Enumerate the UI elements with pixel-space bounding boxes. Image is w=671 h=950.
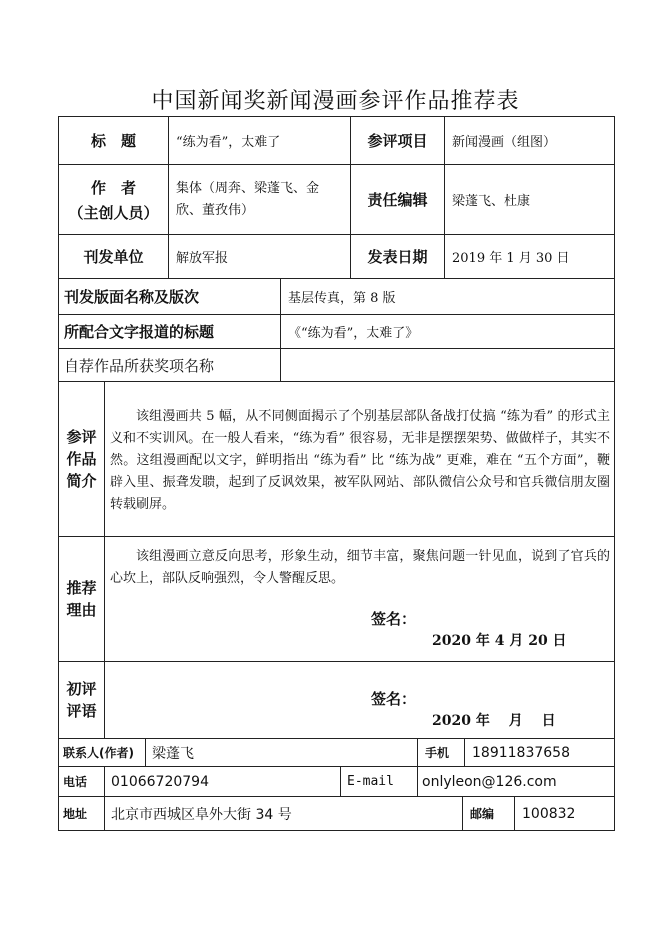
article-label: 所配合文字报道的标题 [64,323,215,341]
prelim-label-cell [59,662,104,738]
title-value: “练为看”，太难了 [176,135,281,150]
editor-value: 梁蓬飞、杜康 [452,194,531,209]
award-label: 自荐作品所获奖项名称 [64,356,215,375]
pubdate-label: 发表日期 [367,248,428,266]
prelim-label-line: 评语 [66,702,97,720]
phone-value: 01066720794 [111,773,209,790]
title-label: 标 题 [90,132,136,150]
mobile-label: 手机 [425,746,450,760]
publisher-value: 解放军报 [176,251,229,266]
recommend-label-line: 推荐 [66,579,97,597]
email-label-cell [347,767,417,796]
recommend-label-cell [59,537,104,661]
author-value: 集体（周奔、梁蓬飞、金欣、董孜伟） [176,180,320,218]
recommend-label-line: 理由 [66,601,97,619]
address-label: 地址 [63,807,88,821]
address-value-cell [111,797,460,830]
author-label-sub: （主创人员） [68,203,159,222]
category-label: 参评项目 [367,132,428,150]
prelim-date: 2020 年 月 日 [432,713,556,729]
editor-label: 责任编辑 [367,191,428,209]
recommend-date: 2020 年 4 月 20 日 [432,633,567,649]
pubdate-label-cell [351,235,444,278]
zip-value: 100832 [522,805,576,822]
award-label-cell [64,349,278,381]
col-line [168,116,169,278]
email-label: E-mail [347,774,394,789]
col-line [464,738,465,766]
col-line [444,116,445,278]
prelim-sign-label: 签名： [371,690,417,708]
col-line [104,766,105,796]
page-value-cell [288,279,612,314]
col-line [340,766,341,796]
pubdate-value: 2019 年 1 月 30 日 [452,251,570,266]
editor-value-cell [452,165,612,234]
phone-label-cell [63,767,104,796]
publisher-value-cell [176,235,348,278]
col-line [417,738,418,766]
contact-value-cell [152,739,414,766]
article-value-cell [288,315,612,348]
summary-label-line: 作品 [66,450,97,468]
page-label-cell [64,279,278,314]
author-value-cell [176,165,344,234]
contact-label: 联系人(作者) [63,746,134,760]
pubdate-value-cell [452,235,612,278]
article-label-cell [64,315,278,348]
mobile-value: 18911837658 [472,744,570,761]
prelim-label-line: 初评 [66,680,97,698]
zip-label: 邮编 [470,807,495,821]
page-value: 基层传真，第 8 版 [288,291,396,306]
recommend-sign-label: 签名： [371,610,417,628]
title-value-cell [176,117,348,164]
col-line [280,278,281,381]
row-line [58,536,615,537]
address-label-cell [63,797,104,830]
category-value-cell [452,117,612,164]
publisher-label-cell [59,235,168,278]
summary-label-cell [59,382,104,536]
address-value: 北京市西城区阜外大街 34 号 [111,806,292,823]
row-line [58,661,615,662]
award-value-cell [288,349,612,381]
summary-text: 该组漫画共 5 幅，从不同侧面揭示了个别基层部队备战打仗搞 “练为看” 的形式主义和不实训风。在一般人看来，“练为看” 很容易，无非是摆摆架势、做做样子，其实不然。这组漫画配以文字，鲜明指出 “练为看” 比 “练为战” 更难，难在 “五个方面”，鞭辟入里、振聋发聩，起到了反讽效果，被军队网站、部队微信公众号和官兵微信朋友圈转载刷屏。 [110,409,610,512]
phone-value-cell [111,767,339,796]
row-line [58,381,615,382]
author-label: 作 者 [90,178,136,197]
border-right [614,116,615,830]
col-line [145,738,146,766]
col-line [514,796,515,830]
publisher-label: 刊发单位 [83,248,144,266]
contact-value: 梁蓬飞 [152,745,194,762]
mobile-value-cell [472,739,612,766]
title-label-cell [59,117,168,164]
phone-label: 电话 [63,775,88,789]
border-bottom [58,830,615,831]
summary-label-line: 参评 [66,428,97,446]
col-line [104,796,105,830]
prelim-text [110,668,610,688]
category-label-cell [351,117,444,164]
page-label: 刊发版面名称及版次 [64,288,200,306]
col-line [462,796,463,830]
recommend-text: 该组漫画立意反向思考，形象生动，细节丰富，聚焦问题一针见血，说到了官兵的心坎上，部队反响强烈，令人警醒反思。 [110,549,610,586]
col-line [417,766,418,796]
summary-label-line: 简介 [66,472,97,490]
email-value: onlyleon@126.com [422,773,557,790]
zip-label-cell [470,797,514,830]
col-line [104,381,105,738]
editor-label-cell [351,165,444,234]
email-value-cell [422,767,612,796]
contact-label-cell [63,739,145,766]
category-value: 新闻漫画（组图） [452,135,557,150]
article-value: 《“练为看”，太难了》 [288,326,419,341]
form-title: 中国新闻奖新闻漫画参评作品推荐表 [151,89,520,114]
author-label-cell [59,165,168,234]
mobile-label-cell [425,739,464,766]
zip-value-cell [522,797,612,830]
